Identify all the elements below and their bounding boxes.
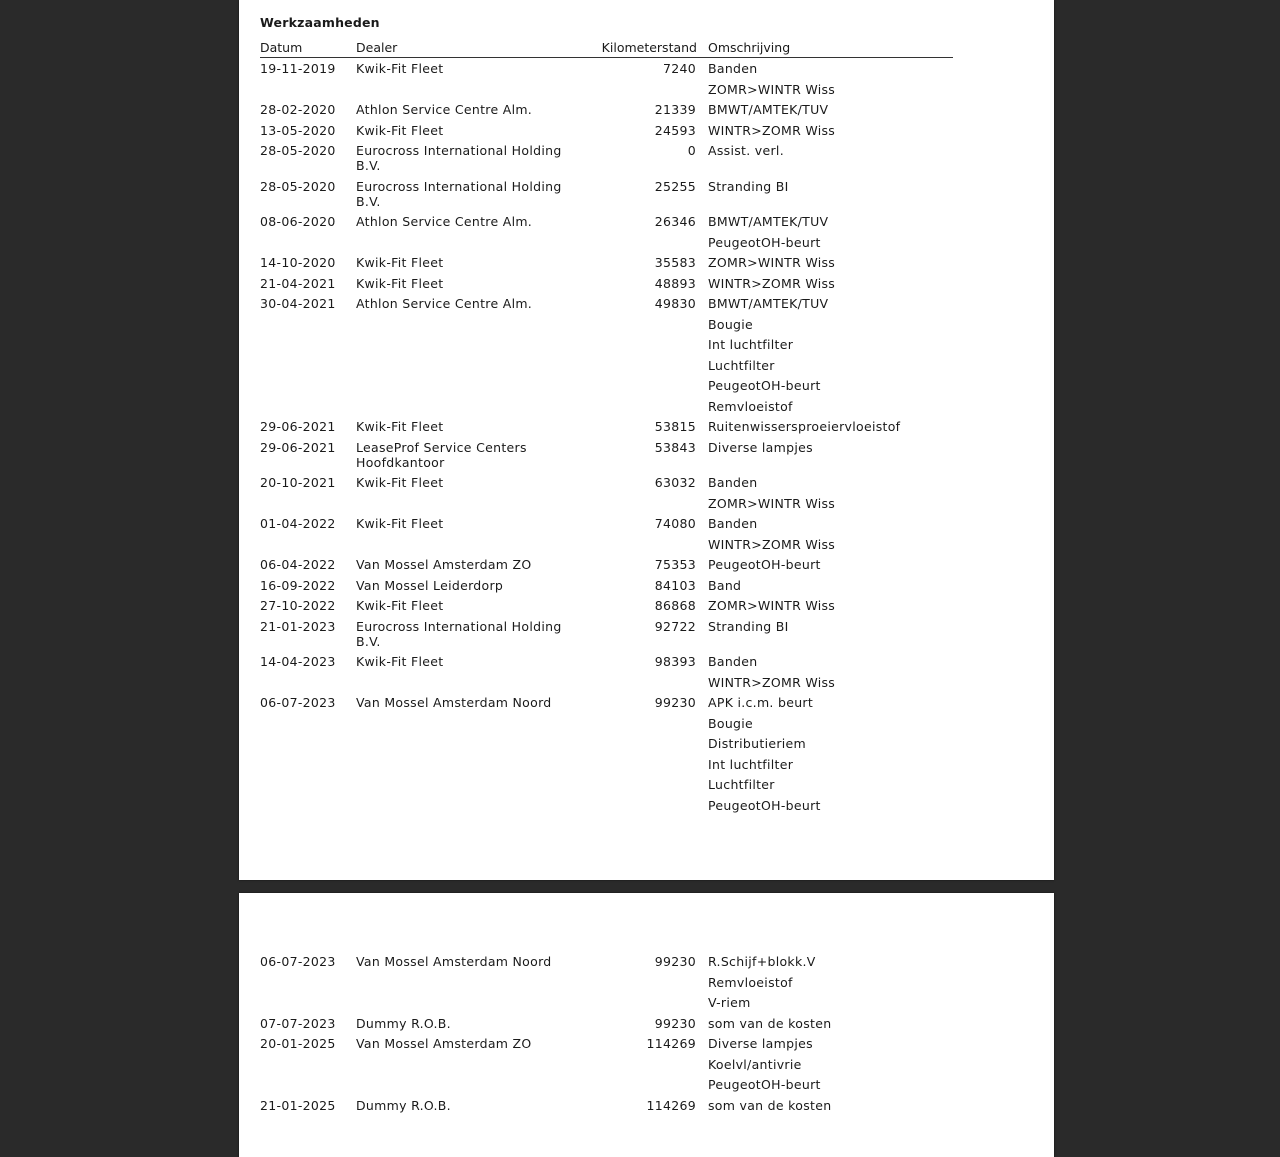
row-dealer: Athlon Service Centre Alm. bbox=[356, 214, 533, 229]
table-row bbox=[260, 577, 1000, 598]
row-dealer: Athlon Service Centre Alm. bbox=[356, 296, 533, 311]
row-dealer: LeaseProf Service Centers Hoofdkantoor bbox=[356, 439, 527, 470]
table-header bbox=[260, 40, 953, 58]
row-dealer: Van Mossel Amsterdam ZO bbox=[356, 1036, 532, 1051]
row-dealer: Kwik-Fit Fleet bbox=[356, 122, 444, 138]
omschrijving-item: Band bbox=[708, 577, 742, 593]
column-header-omschrijving: Omschrijving bbox=[708, 40, 791, 55]
section-title: Werkzaamheden bbox=[260, 15, 380, 30]
table-row bbox=[260, 178, 1000, 214]
omschrijving-item: som van de kosten bbox=[708, 1097, 832, 1113]
row-date: 13-05-2020 bbox=[260, 122, 336, 138]
row-kilometerstand: 99230 bbox=[654, 695, 696, 710]
row-date: 06-07-2023 bbox=[260, 695, 336, 710]
row-dealer: Dummy R.O.B. bbox=[356, 1015, 451, 1031]
row-dealer: Eurocross International Holding B.V. bbox=[356, 618, 562, 649]
table-row bbox=[260, 101, 1000, 122]
row-date: 29-06-2021 bbox=[260, 439, 336, 455]
row-date: 08-06-2020 bbox=[260, 214, 336, 229]
omschrijving-item: BMWT/AMTEK/TUV bbox=[708, 296, 829, 311]
omschrijving-item: Assist. verl. bbox=[708, 143, 784, 158]
row-omschrijving bbox=[708, 515, 1000, 556]
omschrijving-item: ZOMR>WINTR Wiss bbox=[708, 255, 836, 270]
omschrijving-item: Int luchtfilter bbox=[708, 337, 794, 352]
table-row bbox=[260, 653, 1000, 694]
row-omschrijving bbox=[708, 122, 1000, 143]
row-dealer: Van Mossel Leiderdorp bbox=[356, 577, 504, 593]
table-row bbox=[260, 60, 1000, 101]
row-kilometerstand: 24593 bbox=[654, 122, 696, 138]
row-date: 01-04-2022 bbox=[260, 516, 336, 531]
omschrijving-item: Bougie bbox=[708, 715, 754, 731]
row-kilometerstand: 114269 bbox=[646, 1036, 696, 1051]
work-table-page-1 bbox=[260, 60, 1000, 817]
table-row bbox=[260, 597, 1000, 618]
row-dealer: Athlon Service Centre Alm. bbox=[356, 102, 533, 117]
row-date: 28-05-2020 bbox=[260, 178, 336, 194]
table-row bbox=[260, 953, 1000, 1015]
table-row bbox=[260, 254, 1000, 275]
column-header-kilometerstand: Kilometerstand bbox=[601, 40, 697, 55]
row-dealer: Van Mossel Amsterdam ZO bbox=[356, 557, 532, 572]
row-dealer: Eurocross International Holding B.V. bbox=[356, 178, 562, 209]
row-date: 28-02-2020 bbox=[260, 102, 336, 117]
row-omschrijving bbox=[708, 618, 1000, 654]
table-row bbox=[260, 1035, 1000, 1097]
row-omschrijving bbox=[708, 60, 1000, 101]
omschrijving-item: Luchtfilter bbox=[708, 777, 775, 792]
row-kilometerstand: 53815 bbox=[654, 419, 696, 434]
omschrijving-item: WINTR>ZOMR Wiss bbox=[708, 674, 836, 690]
omschrijving-item: Diverse lampjes bbox=[708, 1036, 813, 1051]
column-header-datum: Datum bbox=[260, 40, 303, 55]
row-dealer: Kwik-Fit Fleet bbox=[356, 61, 444, 76]
row-kilometerstand: 99230 bbox=[654, 1015, 696, 1031]
table-row bbox=[260, 142, 1000, 178]
omschrijving-item: R.Schijf+blokk.V bbox=[708, 954, 816, 969]
table-row bbox=[260, 418, 1000, 439]
row-date: 28-05-2020 bbox=[260, 143, 336, 158]
row-kilometerstand: 84103 bbox=[654, 577, 696, 593]
omschrijving-item: Stranding BI bbox=[708, 178, 789, 194]
omschrijving-item: BMWT/AMTEK/TUV bbox=[708, 214, 829, 229]
row-omschrijving bbox=[708, 295, 1000, 418]
row-date: 27-10-2022 bbox=[260, 598, 336, 613]
row-omschrijving bbox=[708, 577, 1000, 598]
row-kilometerstand: 7240 bbox=[662, 61, 696, 76]
row-dealer: Eurocross International Holding B.V. bbox=[356, 143, 562, 173]
row-kilometerstand: 25255 bbox=[654, 178, 696, 194]
row-date: 06-07-2023 bbox=[260, 954, 336, 969]
omschrijving-item: BMWT/AMTEK/TUV bbox=[708, 102, 829, 117]
table-row bbox=[260, 439, 1000, 475]
row-kilometerstand: 63032 bbox=[654, 475, 696, 490]
row-omschrijving bbox=[708, 101, 1000, 122]
row-omschrijving bbox=[708, 142, 1000, 178]
row-date: 19-11-2019 bbox=[260, 61, 336, 76]
row-dealer: Kwik-Fit Fleet bbox=[356, 275, 444, 291]
row-omschrijving bbox=[708, 694, 1000, 817]
row-kilometerstand: 75353 bbox=[654, 557, 696, 572]
omschrijving-item: Banden bbox=[708, 475, 758, 490]
omschrijving-item: PeugeotOH-beurt bbox=[708, 234, 821, 250]
row-dealer: Kwik-Fit Fleet bbox=[356, 475, 444, 490]
row-dealer: Kwik-Fit Fleet bbox=[356, 598, 444, 613]
omschrijving-item: Distributieriem bbox=[708, 736, 807, 751]
row-dealer: Van Mossel Amsterdam Noord bbox=[356, 954, 552, 969]
omschrijving-item: Diverse lampjes bbox=[708, 439, 813, 455]
row-date: 14-10-2020 bbox=[260, 255, 336, 270]
omschrijving-item: Banden bbox=[708, 654, 758, 669]
table-row bbox=[260, 295, 1000, 418]
row-dealer: Kwik-Fit Fleet bbox=[356, 255, 444, 270]
table-row bbox=[260, 122, 1000, 143]
row-kilometerstand: 53843 bbox=[654, 439, 696, 455]
table-row bbox=[260, 1015, 1000, 1036]
row-omschrijving bbox=[708, 275, 1000, 296]
omschrijving-item: Stranding BI bbox=[708, 618, 789, 634]
row-omschrijving bbox=[708, 213, 1000, 254]
omschrijving-item: ZOMR>WINTR Wiss bbox=[708, 598, 836, 613]
omschrijving-item: APK i.c.m. beurt bbox=[708, 695, 814, 710]
row-kilometerstand: 48893 bbox=[654, 275, 696, 291]
omschrijving-item: Luchtfilter bbox=[708, 357, 775, 373]
omschrijving-item: WINTR>ZOMR Wiss bbox=[708, 275, 836, 291]
row-kilometerstand: 35583 bbox=[654, 255, 696, 270]
row-date: 30-04-2021 bbox=[260, 296, 336, 311]
omschrijving-item: PeugeotOH-beurt bbox=[708, 557, 821, 572]
table-row bbox=[260, 556, 1000, 577]
row-kilometerstand: 49830 bbox=[654, 296, 696, 311]
row-kilometerstand: 74080 bbox=[654, 516, 696, 531]
row-dealer: Dummy R.O.B. bbox=[356, 1097, 451, 1113]
omschrijving-item: WINTR>ZOMR Wiss bbox=[708, 536, 836, 552]
omschrijving-item: Remvloeistof bbox=[708, 974, 793, 990]
row-omschrijving bbox=[708, 1097, 1000, 1118]
omschrijving-item: ZOMR>WINTR Wiss bbox=[708, 81, 836, 97]
row-omschrijving bbox=[708, 1035, 1000, 1097]
row-omschrijving bbox=[708, 178, 1000, 214]
row-omschrijving bbox=[708, 254, 1000, 275]
omschrijving-item: PeugeotOH-beurt bbox=[708, 378, 821, 393]
row-omschrijving bbox=[708, 556, 1000, 577]
document-page-2 bbox=[239, 893, 1054, 1157]
row-dealer: Kwik-Fit Fleet bbox=[356, 654, 444, 669]
omschrijving-item: Int luchtfilter bbox=[708, 756, 794, 772]
omschrijving-item: PeugeotOH-beurt bbox=[708, 1077, 821, 1092]
omschrijving-item: Remvloeistof bbox=[708, 398, 793, 414]
omschrijving-item: Banden bbox=[708, 516, 758, 531]
table-row bbox=[260, 474, 1000, 515]
row-omschrijving bbox=[708, 474, 1000, 515]
row-omschrijving bbox=[708, 439, 1000, 475]
row-omschrijving bbox=[708, 953, 1000, 1015]
row-omschrijving bbox=[708, 1015, 1000, 1036]
row-date: 14-04-2023 bbox=[260, 654, 336, 669]
omschrijving-item: V-riem bbox=[708, 995, 751, 1010]
row-omschrijving bbox=[708, 653, 1000, 694]
omschrijving-item: som van de kosten bbox=[708, 1015, 832, 1031]
row-dealer: Kwik-Fit Fleet bbox=[356, 419, 444, 434]
row-kilometerstand: 98393 bbox=[654, 654, 696, 669]
row-omschrijving bbox=[708, 418, 1000, 439]
omschrijving-item: WINTR>ZOMR Wiss bbox=[708, 122, 836, 138]
table-row bbox=[260, 515, 1000, 556]
row-date: 16-09-2022 bbox=[260, 577, 336, 593]
work-table-page-2 bbox=[260, 953, 1000, 1117]
row-kilometerstand: 92722 bbox=[654, 618, 696, 634]
row-kilometerstand: 26346 bbox=[654, 214, 696, 229]
row-kilometerstand: 21339 bbox=[654, 102, 696, 117]
table-row bbox=[260, 694, 1000, 817]
row-kilometerstand: 0 bbox=[687, 143, 696, 158]
omschrijving-item: Ruitenwissersproeiervloeistof bbox=[708, 419, 901, 434]
omschrijving-item: Banden bbox=[708, 61, 758, 76]
table-row bbox=[260, 1097, 1000, 1118]
document-page-1 bbox=[239, 0, 1054, 880]
row-date: 21-01-2023 bbox=[260, 618, 336, 634]
row-kilometerstand: 114269 bbox=[646, 1097, 696, 1113]
row-date: 07-07-2023 bbox=[260, 1015, 336, 1031]
row-dealer: Van Mossel Amsterdam Noord bbox=[356, 695, 552, 710]
row-date: 21-01-2025 bbox=[260, 1097, 336, 1113]
omschrijving-item: ZOMR>WINTR Wiss bbox=[708, 495, 836, 511]
table-row bbox=[260, 275, 1000, 296]
table-row bbox=[260, 618, 1000, 654]
row-date: 06-04-2022 bbox=[260, 557, 336, 572]
row-kilometerstand: 99230 bbox=[654, 954, 696, 969]
omschrijving-item: Bougie bbox=[708, 316, 754, 332]
column-header-dealer: Dealer bbox=[356, 40, 398, 55]
row-dealer: Kwik-Fit Fleet bbox=[356, 516, 444, 531]
row-date: 20-10-2021 bbox=[260, 475, 336, 490]
row-omschrijving bbox=[708, 597, 1000, 618]
row-date: 29-06-2021 bbox=[260, 419, 336, 434]
omschrijving-item: Koelvl/antivrie bbox=[708, 1056, 802, 1072]
row-date: 21-04-2021 bbox=[260, 275, 336, 291]
row-date: 20-01-2025 bbox=[260, 1036, 336, 1051]
omschrijving-item: PeugeotOH-beurt bbox=[708, 797, 821, 813]
row-kilometerstand: 86868 bbox=[654, 598, 696, 613]
table-row bbox=[260, 213, 1000, 254]
